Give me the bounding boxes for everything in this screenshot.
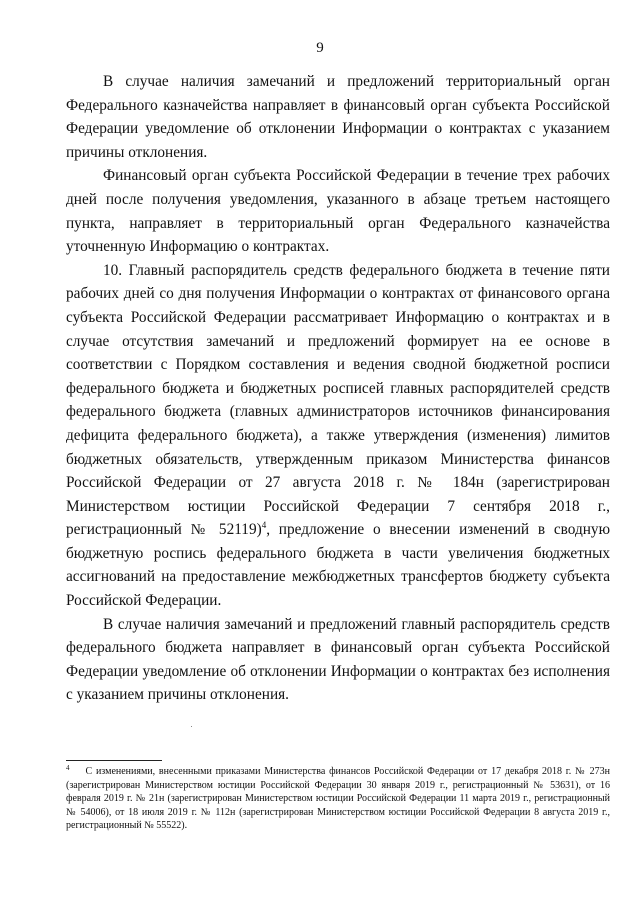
paragraph-3-tail: , предложение о внесении изменений в сводную бюджетную роспись федерального бюджета в части увеличения бюджетных ассигнований на предоставление межбюджетных трансфертов бюджету субъекта Российской Федерации. [66,521,610,610]
footnote-divider [66,760,162,761]
paragraph-3 [66,259,610,613]
scan-speck [191,726,192,727]
paragraph-2: Финансовый орган субъекта Российской Федерации в течение трех рабочих дней после получения уведомления, указанного в абзаце третьем настоящего пункта, направляет в территориальный орган Федерального казначейства уточненную Информацию о контрактах. [66,167,610,256]
paragraph-1: В случае наличия замечаний и предложений территориальный орган Федерального казначейства направляет в финансовый орган субъекта Российской Федерации уведомление об отклонении Информации о контрактах с указанием причины отклонения. [66,73,610,161]
footnote-marker: 4 [66,763,70,772]
body-text [66,70,610,707]
paragraph-3-text: 10. Главный распорядитель средств федерального бюджета в течение пяти рабочих дней со дня получения Информации о контрактах от финансового органа субъекта Российской Федерации рассматривает Информацию о контрактах и в случае отсутствия замечаний и предложений формирует на ее основе в соответствии с Порядком составления и ведения сводной бюджетной росписи федерального бюджета и бюджетных росписей главных распорядителей средств федерального бюджета (главных администраторов источников финансирования дефицита федерального бюджета), а также утверждения (изменения) лимитов бюджетных обязательств, утвержденным приказом Министерства финансов Российской Федерации от 27 августа 2018 г. № 184н (зарегистрирован Министерством юстиции Российской Федерации 7 сентября 2018 г., регистрационный № 52119) [66,261,610,539]
page-number: 9 [316,40,324,56]
footnote-reference: 4 [261,520,267,531]
paragraph-4: В случае наличия замечаний и предложений главный распорядитель средств федерального бюджета направляет в финансовый орган субъекта Российской Федерации уведомление об отклонении Информации о контрактах без исполнения с указанием причины отклонения. [66,615,610,704]
footnote-text: С изменениями, внесенными приказами Министерства финансов Российской Федерации от 17 декабря 2018 г. № 273н (зарегистрирован Министерством юстиции Российской Федерации 30 января 2019 г., регистрационный № 53631), от 16 февраля 2019 г. № 21н (зарегистрирован Министерством юстиции Российской Федерации 11 марта 2019 г., регистрационный № 54006), от 18 июля 2019 г. № 112н (зарегистрирован Министерством юстиции Российской Федерации 8 августа 2019 г., регистрационный № 55522). [66,766,610,832]
footnote [66,765,610,833]
